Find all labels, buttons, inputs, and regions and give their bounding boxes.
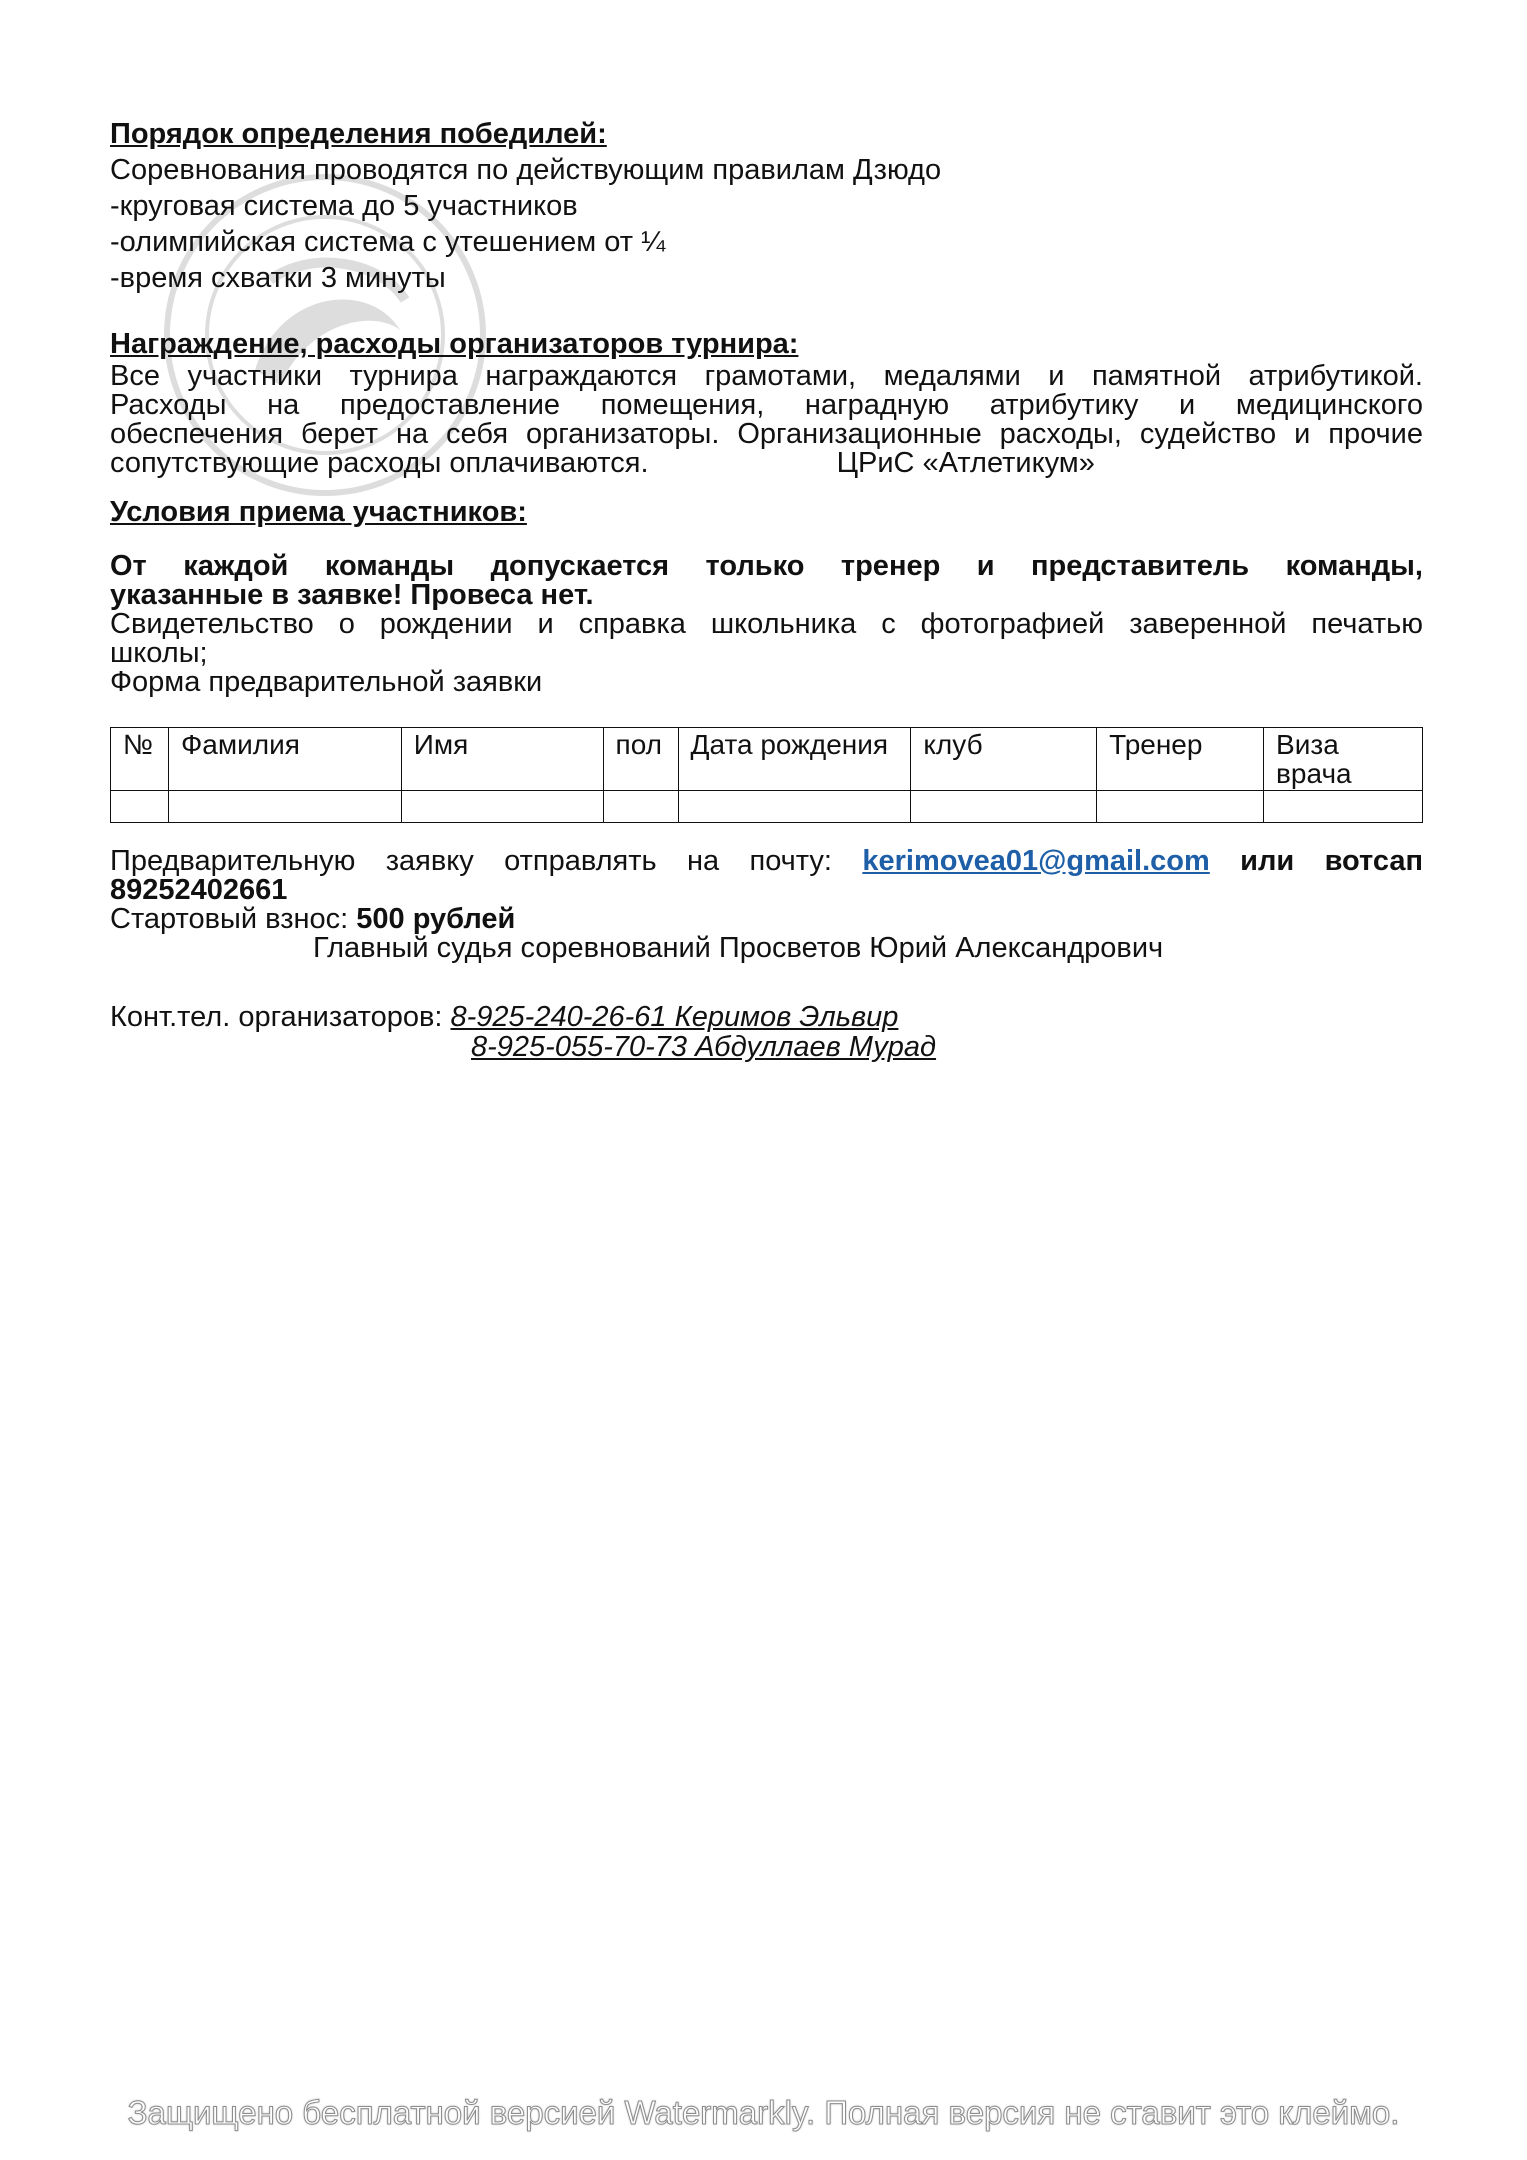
table-row — [111, 791, 1423, 823]
documents-line-1: Свидетельство о рождении и справка школьника с фотографией заверенной печатью — [110, 608, 1423, 640]
application-line — [110, 847, 1423, 876]
col-name: Имя — [401, 728, 603, 791]
contacts-label: Конт.тел. организаторов: — [110, 1001, 443, 1033]
contacts-line-2 — [110, 1029, 1423, 1065]
watermark-text: Защищено бесплатной версией Watermarkly. Полная версия не ставит это клеймо. — [127, 2094, 1400, 2131]
table-cell — [401, 791, 603, 823]
col-sex: пол — [603, 728, 678, 791]
awards-heading: Награждение, расходы организаторов турнира: — [110, 328, 799, 360]
winners-heading: Порядок определения победилей: — [110, 118, 607, 150]
sponsor-name: ЦРиС «Атлетикум» — [836, 447, 1095, 479]
table-cell — [111, 791, 169, 823]
winners-section — [110, 116, 1423, 296]
awards-line-1: Все участники турнира награждаются грамотами, медалями и памятной атрибутикой. — [110, 360, 1423, 392]
contact-phone-1: 8-925-240-26-61 Керимов Эльвир — [450, 1001, 899, 1033]
conditions-section — [110, 494, 1423, 697]
table-cell — [168, 791, 401, 823]
team-rule-line-1: От каждой команды допускается только тренер и представитель команды, — [110, 550, 1423, 582]
fee-line — [110, 905, 1423, 934]
table-header-row — [111, 728, 1423, 791]
col-number: № — [111, 728, 169, 791]
round-robin-line: -круговая система до 5 участников — [110, 190, 578, 222]
col-coach: Тренер — [1097, 728, 1264, 791]
awards-section — [110, 326, 1423, 478]
conditions-heading: Условия приема участников: — [110, 496, 527, 528]
application-text: Предварительную заявку отправлять на почту: — [110, 845, 832, 877]
awards-line-2: Расходы на предоставление помещения, наградную атрибутику и медицинского — [110, 389, 1423, 421]
contact-phone-2: 8-925-055-70-73 Абдуллаев Мурад — [471, 1031, 937, 1063]
bout-time-line: -время схватки 3 минуты — [110, 262, 446, 294]
chief-judge-line: Главный судья соревнований Просветов Юрий Александрович — [313, 932, 1164, 964]
contacts-section — [110, 999, 1423, 1065]
fee-value: 500 рублей — [356, 903, 516, 935]
table-cell — [678, 791, 911, 823]
form-label: Форма предварительной заявки — [110, 666, 543, 698]
col-surname: Фамилия — [168, 728, 401, 791]
fee-label: Стартовый взнос: — [110, 903, 349, 935]
table-cell — [603, 791, 678, 823]
col-birthdate: Дата рождения — [678, 728, 911, 791]
olympic-system-line: -олимпийская система с утешением от ¼ — [110, 226, 666, 258]
table-cell — [911, 791, 1097, 823]
email-link[interactable]: kerimovea01@gmail.com — [862, 845, 1210, 877]
expenses-paid-text: сопутствующие расходы оплачиваются. — [110, 447, 649, 479]
whatsapp-phone: 89252402661 — [110, 874, 288, 906]
documents-line-2: школы; — [110, 637, 208, 669]
document-body — [110, 116, 1423, 1065]
team-rule-line-2: указанные в заявке! Провеса нет. — [110, 579, 594, 611]
whatsapp-label: или вотсап — [1240, 845, 1424, 877]
application-section — [110, 847, 1423, 963]
col-club: клуб — [911, 728, 1097, 791]
awards-line-3: обеспечения берет на себя организаторы. Организационные расходы, судейство и прочие — [110, 418, 1423, 450]
table-cell — [1264, 791, 1423, 823]
col-doctor-visa: Виза врача — [1264, 728, 1423, 791]
table-cell — [1097, 791, 1264, 823]
rules-line: Соревнования проводятся по действующим правилам Дзюдо — [110, 154, 942, 186]
application-form-table — [110, 727, 1423, 823]
awards-line-4 — [110, 449, 1423, 478]
